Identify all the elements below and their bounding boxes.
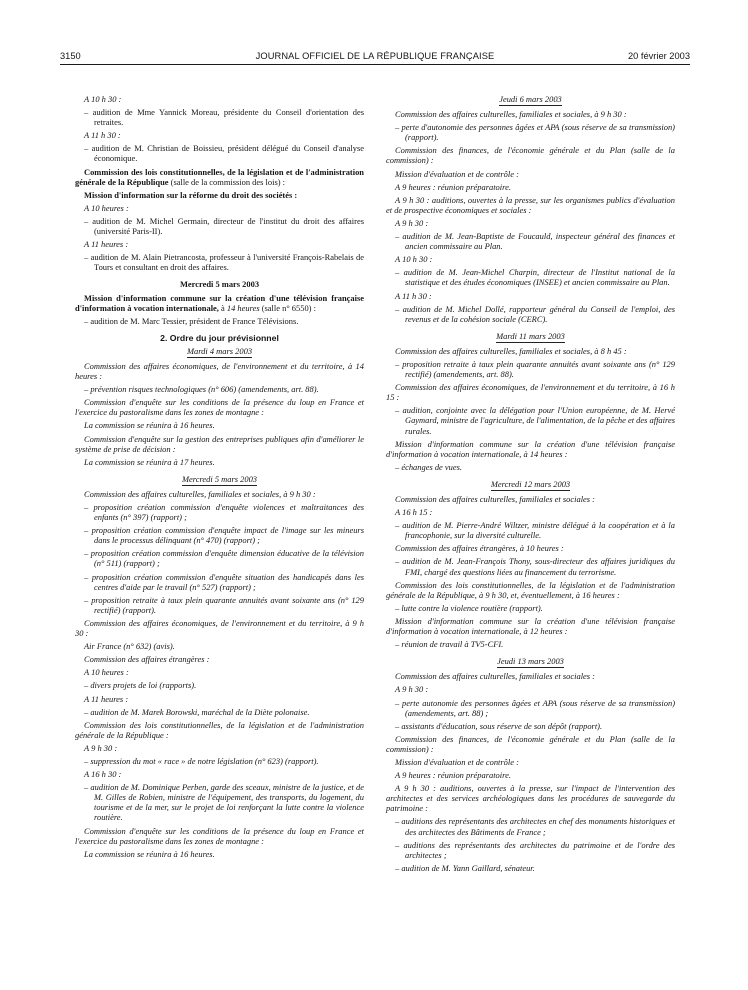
paragraph: – assistants d'éducation, sous réserve de son dépôt (rapport). — [395, 720, 603, 731]
paragraph: – auditions des représentants des architectes du patrimoine et de l'ordre des architectes ; — [395, 839, 675, 860]
paragraph: Mission d'information commune sur la création d'une télévision française d'information à vocation internationale, à 14 heures : — [386, 438, 675, 459]
paragraph: – perte d'autonomie des personnes âgées et APA (sous réserve de sa transmission) (rapport). — [395, 122, 675, 143]
paragraph: – audition, conjointe avec la délégation pour l'Union européenne, de M. Hervé Gaymard, ministre de l'agriculture, de l'alimentation, de la pêche et des affaires rurales. — [395, 405, 675, 436]
paragraph — [386, 479, 675, 491]
paragraph: – proposition création commission d'enquête violences et maltraitances des enfants (n° 397) (rapport) ; — [84, 502, 364, 523]
text-run: (salle de la commission des lois) : — [168, 176, 285, 187]
paragraph — [386, 94, 675, 106]
paragraph: Commission des affaires culturelles, familiales et sociales, à 9 h 30 : — [84, 488, 316, 499]
paragraph: A 16 h 30 : — [84, 769, 122, 780]
paragraph: – proposition retraite à taux plein quarante annuités avant soixante ans (n° 129 rectifié) (amendements, art. 88). — [395, 358, 675, 380]
paragraph: Mission d'information sur la réforme du droit des sociétés : — [84, 189, 298, 200]
paragraph: Commission des affaires économiques, de l'environnement et du territoire, à 16 h 15 : — [386, 382, 675, 403]
paragraph: A 9 h 30 : — [84, 742, 118, 753]
left-column — [75, 94, 364, 862]
paragraph: La commission se réunira à 16 heures. — [84, 420, 215, 431]
paragraph — [75, 346, 364, 358]
paragraph: – audition de M. Jean-Baptiste de Foucauld, inspecteur général des finances et ancien commissaire au Plan. — [395, 231, 675, 252]
paragraph: Mission d'information commune sur la création d'une télévision française d'information à vocation internationale, à 12 heures : — [386, 615, 675, 637]
paragraph: A 9 h 30 : — [395, 217, 429, 228]
paragraph: – réunion de travail à TV5-CFI. — [395, 639, 504, 650]
paragraph: A 9 heures : réunion préparatoire. — [395, 181, 511, 192]
paragraph: – audition de M. Jean-Michel Charpin, directeur de l'Institut national de la statistique et des études économiques (INSEE) et ancien commissaire au Plan. — [395, 267, 675, 288]
text-run: à — [218, 302, 227, 313]
paragraph: A 9 heures : réunion préparatoire. — [395, 770, 511, 781]
date-heading: Jeudi 6 mars 2003 — [499, 94, 562, 106]
paragraph: Commission des affaires étrangères : — [84, 654, 210, 665]
paragraph — [386, 331, 675, 343]
paragraph: – audition de M. Pierre-André Wiltzer, ministre délégué à la coopération et à la francophonie, sur la diversité culturelle. — [395, 520, 675, 541]
paragraph: Commission des affaires étrangères, à 10 heures : — [395, 543, 564, 554]
paragraph: – audition de Mme Yannick Moreau, présidente du Conseil d'orientation des retraites. — [84, 107, 364, 128]
text-run: (salle n° 6550) : — [259, 302, 316, 313]
paragraph: A 10 h 30 : — [84, 94, 122, 104]
paragraph: A 16 h 15 : — [395, 507, 433, 518]
paragraph: – audition de M. Dominique Perben, garde des sceaux, ministre de la justice, et de M. Gilles de Robien, ministre de l'équipement, des transports, du logement, du tourisme et de la mer, sur le projet de loi renforçant la lutte contre la violence routière. — [84, 782, 364, 823]
paragraph: – audition de M. Jean-François Thony, sous-directeur des affaires juridiques du FMI, chargé des questions liées au financement du terrorisme. — [395, 556, 675, 577]
paragraph: Commission des finances, de l'économie générale et du Plan (salle de la commission) : — [386, 145, 675, 166]
paragraph: – divers projets de loi (rapports). — [84, 680, 197, 691]
paragraph: – proposition création commission d'enquête impact de l'image sur les mineurs dans le processus délinquant (n° 470) (rapport) ; — [84, 525, 364, 546]
paragraph: Commission des affaires culturelles, familiales et sociales, à 9 h 30 : — [395, 109, 627, 120]
paragraph: Commission d'enquête sur la gestion des entreprises publiques afin d'améliorer le système de prise de décision : — [75, 433, 364, 454]
paragraph: – proposition création commission d'enquête situation des handicapés dans les centres d'aide par le travail (n° 527) (rapport) ; — [84, 571, 364, 592]
page-number: 3150 — [60, 51, 81, 61]
paragraph: A 9 h 30 : — [395, 684, 429, 695]
paragraph: Commission des lois constitutionnelles, de la législation et de l'administration générale de la République : — [75, 719, 364, 740]
paragraph — [75, 167, 364, 187]
paragraph: A 11 heures : — [84, 693, 129, 704]
paragraph: – audition de M. Alain Pietrancosta, professeur à l'université François-Rabelais de Tours et consultant en droit des affaires. — [84, 252, 364, 273]
paragraph: Commission d'enquête sur les conditions de la présence du loup en France et l'exercice du pastoralisme dans les zones de montagne : — [75, 825, 364, 846]
paragraph: – lutte contre la violence routière (rapport). — [395, 602, 543, 613]
paragraph — [386, 656, 675, 668]
paragraph: 2. Ordre du jour prévisionnel — [160, 332, 279, 343]
paragraph: A 10 heures : — [84, 667, 129, 678]
issue-date: 20 février 2003 — [627, 51, 690, 61]
paragraph: – audition de M. Marc Tessier, président de France Télévisions. — [84, 315, 299, 326]
text-run: Commission des lois constitutionnelles, de la législation et de l'administration générale de la République — [75, 166, 364, 187]
paragraph: Commission des affaires culturelles, familiales et sociales : — [395, 494, 595, 504]
date-heading: Mardi 4 mars 2003 — [187, 346, 252, 358]
paragraph — [75, 293, 364, 313]
paragraph: – audition de M. Michel Dollé, rapporteur général du Conseil de l'emploi, des revenus et de la cohésion sociale (CERC). — [395, 303, 675, 324]
paragraph: Mission d'évaluation et de contrôle : — [395, 756, 519, 767]
paragraph: A 11 h 30 : — [84, 130, 121, 141]
paragraph: A 9 h 30 : auditions, ouvertes à la presse, sur les organismes publics d'évaluation et de prospective économiques et sociales : — [386, 194, 675, 215]
paragraph: La commission se réunira à 16 heures. — [84, 848, 215, 859]
date-heading: Mercredi 5 mars 2003 — [182, 474, 257, 486]
date-heading: Mercredi 12 mars 2003 — [491, 479, 570, 491]
paragraph: – auditions des représentants des architectes en chef des monuments historiques et des architectes des Bâtiments de France ; — [395, 816, 675, 837]
paragraph: A 10 heures : — [84, 202, 129, 213]
paragraph: Mercredi 5 mars 2003 — [179, 279, 260, 290]
paragraph — [75, 474, 364, 486]
paragraph: A 11 heures : — [84, 239, 129, 250]
paragraph: – audition de M. Yann Gaillard, sénateur. — [395, 862, 535, 873]
paragraph: – suppression du mot « race » de notre législation (n° 623) (rapport). — [84, 755, 319, 766]
paragraph: A 9 h 30 : auditions, ouvertes à la presse, sur l'impact de l'intervention des architectes et des services archéologiques dans les procédures de sauvegarde du patrimoine : — [386, 783, 675, 814]
paragraph: – proposition retraite à taux plein quarante annuités avant soixante ans (n° 129 rectifié) (rapport). — [84, 594, 364, 615]
right-column — [386, 94, 675, 876]
date-heading: Jeudi 13 mars 2003 — [497, 656, 564, 668]
paragraph: – proposition création commission d'enquête dimension éducative de la télévision (n° 511) (rapport) ; — [84, 548, 364, 569]
paragraph: – audition de M. Marek Borowski, maréchal de la Diète polonaise. — [84, 706, 310, 717]
paragraph: La commission se réunira à 17 heures. — [84, 456, 215, 467]
running-header — [60, 48, 690, 65]
paragraph: – audition de M. Christian de Boissieu, président délégué du Conseil d'analyse économique. — [84, 143, 364, 164]
paragraph: Commission des affaires culturelles, familiales et sociales, à 8 h 45 : — [395, 345, 627, 356]
paragraph: Commission des affaires économiques, de l'environnement et du territoire, à 14 heures : — [75, 360, 364, 382]
paragraph: Air France (n° 632) (avis). — [84, 641, 175, 652]
paragraph: A 10 h 30 : — [395, 254, 433, 265]
paragraph: – échanges de vues. — [395, 461, 463, 472]
paragraph: Commission des affaires culturelles, familiales et sociales : — [395, 671, 595, 682]
paragraph: – prévention risques technologiques (n° 606) (amendements, art. 88). — [84, 384, 319, 395]
paragraph: Mission d'évaluation et de contrôle : — [395, 168, 519, 179]
paragraph: Commission des lois constitutionnelles, de la législation et de l'administration générale de la République, à 9 h 30, et, éventuellement, à 16 heures : — [386, 579, 675, 600]
paragraph: – perte autonomie des personnes âgées et APA (sous réserve de sa transmission) (amendements, art. 88) ; — [395, 697, 675, 718]
date-heading: Mardi 11 mars 2003 — [496, 331, 565, 343]
paragraph: Commission des affaires économiques, de l'environnement et du territoire, à 9 h 30 : — [75, 617, 364, 639]
paragraph: Commission des finances, de l'économie générale et du Plan (salle de la commission) : — [386, 733, 675, 754]
text-run: Mission d'information commune sur la création d'une télévision française d'information à vocation internationale, — [75, 292, 364, 313]
text-run: 14 heures — [226, 302, 260, 313]
paragraph: Commission d'enquête sur les conditions de la présence du loup en France et l'exercice du pastoralisme dans les zones de montagne : — [75, 397, 364, 418]
paragraph: A 11 h 30 : — [395, 290, 432, 301]
journal-title: JOURNAL OFFICIEL DE LA RÉPUBLIQUE FRANÇAISE — [255, 51, 495, 61]
paragraph: – audition de M. Michel Germain, directeur de l'institut du droit des affaires (université Paris-II). — [84, 215, 364, 237]
